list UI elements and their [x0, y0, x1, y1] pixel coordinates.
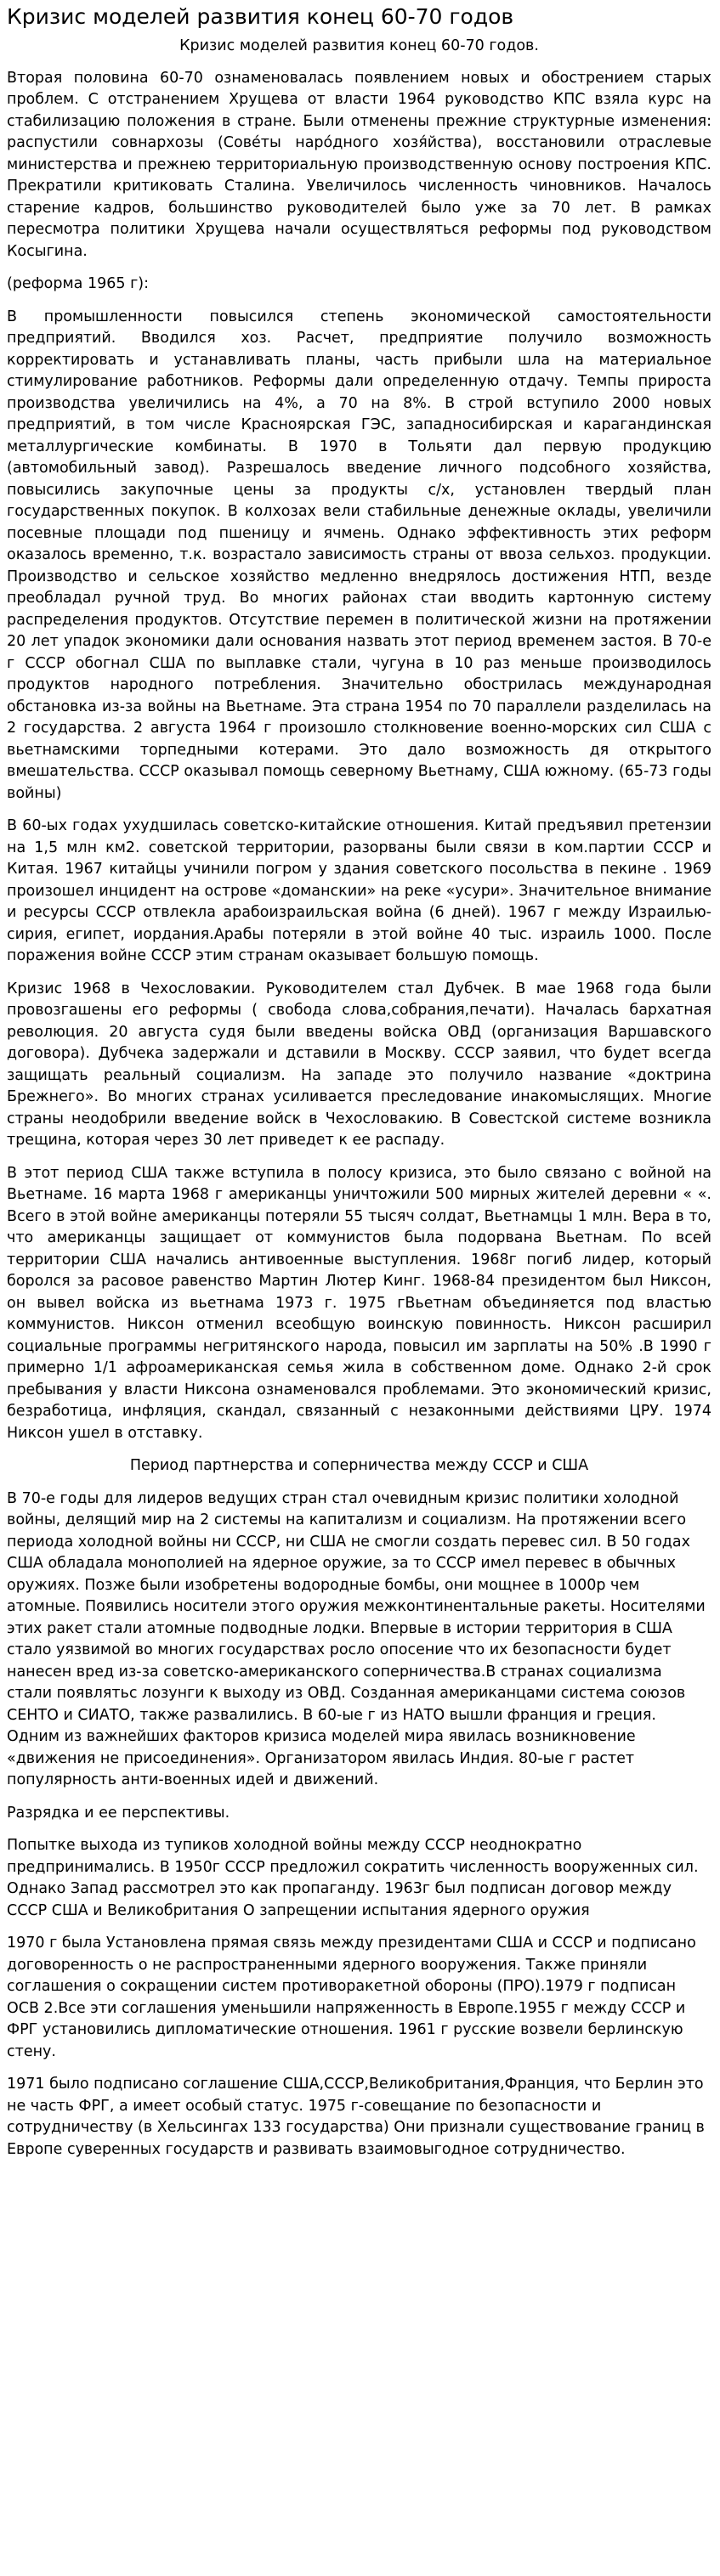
- paragraph-cold-war-crisis: В 70-е годы для лидеров ведущих стран стал очевидным кризис политики холодной войны, делящий мир на 2 системы на капитализм и социализм. На протяжении всего периода холодной войны ни СССР, ни США не смогли создать перевес сил. В 50 годах США обладала монополией на ядерное оружие, за то СССР имел перевес в обычных оружиях. Позже были изобретены водородные бомбы, они мощнее в 1000р чем атомные. Появились носители этого оружия межконтинентальные ракеты. Носителями этих ракет стали атомные подводные лодки. Впервые в истории территория в США стало уязвимой во многих государствах росло опосение что их безопасности будет нанесен вред из-за советско-американского соперничества.В странах социализма стали появлятьс лозунги к выходу из ОВД. Созданная американцами система союзов СЕНТО и СИАТО, также развалились. В 60-ые г из НАТО вышли франция и греция. Одним из важнейших факторов кризиса моделей мира явилась возникновение «движения не присоединения». Организатором явилась Индия. 80-ые г растет популярность анти-военных идей и движений.: [7, 1489, 706, 1788]
- article-subtitle: Кризис моделей развития конец 60-70 годов.: [179, 37, 539, 54]
- paragraph-usa-crisis: В этот период США также вступила в полосу кризиса, это было связано с войной на Вьетнаме. 16 марта 1968 г американцы уничтожили 500 мирных жителей деревни « «. Всего в этой войне американцы потеряли 55 тысяч солдат, Вьетнамцы 1 млн. Вера в то, что американцы защищает от коммунистов была подорвана Вьетнам. По всей территории США начались антивоенные выступления. 1968г погиб лидер, который боролся за расовое равенство Мартин Лютер Кинг. 1968-84 президентом был Никсон, он вывел войска из вьетнама 1973 г. 1975 гВьетнам объединяется под властью коммунистов. Никсон отменил всеобщую воинскую повинность. Никсон расширил социальные программы негритянского народа, повысил им зарплаты на 50% .В 1990 г примерно 1/1 афроамериканская семья жила в собственном доме. Однако 2-й срок пребывания у власти Никсона ознаменовался проблемами. Это экономический кризис, безработица, инфляция, скандал, связанный с незаконными действиями ЦРУ. 1974 Никсон ушел в отставку.: [7, 1164, 711, 1442]
- paragraph-1970-agreements: 1970 г была Установлена прямая связь между президентами США и СССР и подписано договоренность о не распространенными ядерного вооружения. Также приняли соглашения о сокращении систем противоракетной обороны (ПРО).1979 г подписан ОСВ 2.Все эти соглашения уменьшили напряженность в Европе.1955 г между СССР и ФРГ установились дипломатические отношения. 1961 г русские возвели берлинскую стену.: [7, 1935, 696, 2060]
- page-title: Кризис моделей развития конец 60-70 годов: [7, 4, 514, 29]
- paragraph-reform-label: (реформа 1965 г):: [7, 275, 149, 292]
- paragraph-reform-details: В промышленности повысился степень экономической самостоятельности предприятий. Вводился хоз. Расчет, предприятие получило возможность корректировать и устанавливать планы, часть прибыли шла на материальное стимулирование работников. Реформы дали определенную отдачу. Темпы прироста производства увеличились на 4%, а 70 на 8%. В строй вступило 2000 новых предприятий, в том числе Красноярская ГЭС, западносибирская и карагандинская металлургические комбинаты. В 1970 в Тольяти дал первую продукцию (автомобильный завод). Разрешалось введение личного подсобного хозяйства, повысились закупочные цены за продукты с/х, установлен твердый план государственных покупок. В колхозах вели стабильные денежные оклады, увеличили посевные площади под пшеницу и ячмень. Однако эффективность этих реформ оказалось временно, т.к. возрастало зависимость страны от ввоза сельхоз. продукции. Производство и сельское хозяйство медленно внедрялось достижения НТП, везде преобладал ручной труд. Во многих районах стаи вводить картонную систему распределения продуктов. Отсутствие перемен в политической жизни на протяжении 20 лет упадок экономики дали основания назвать этот период временем застоя. В 70-е г СССР обогнал США по выплавке стали, чугуна в 10 раз меньше производилось продуктов народного потребления. Значительно обострилась международная обстановка из-за войны на Вьетнаме. Эта страна 1954 по 70 параллели разделилась на 2 государства. 2 августа 1964 г произошло столкновение военно-морских сил США с вьетнамскими торпедными котерами. Это дало возможность дя открытого вмешательства. СССР оказывал помощь северному Вьетнаму, США южному. (65-73 годы войны): [7, 308, 711, 802]
- paragraph-1971-berlin: 1971 было подписано соглашение США,СССР,Великобритания,Франция, что Берлин это не часть ФРГ, а имеет особый статус. 1975 г-совещание по безопасности и сотрудничеству (в Хельсингах 133 государства) Они признали существование границ в Европе суверенных государств и развивать взаимовыгодное сотрудничество.: [7, 2076, 705, 2158]
- section-heading-partnership: Период партнерства и соперничества между СССР и США: [129, 1457, 589, 1474]
- section-heading-detente: Разрядка и ее перспективы.: [7, 1804, 230, 1822]
- paragraph-soviet-china: В 60-ых годах ухудшилась советско-китайские отношения. Китай предъявил претензии на 1,5 млн км2. советской территории, разорваны были связи в ком.партии СССР и Китая. 1967 китайцы учинили погром у здания советского посольства в пекине . 1969 произошел инцидент на острове «доманскии» на реке «усури». Значительное внимание и ресурсы СССР отвлекла арабоизраильская война (6 дней). 1967 г между Израилью- сирия, египет, иордания.Арабы потеряли в этой войне 40 тыс. израиль 1000. После поражения войне СССР этим странам оказывает большую помощь.: [7, 817, 711, 964]
- paragraph-detente-attempts: Попытке выхода из тупиков холодной войны между СССР неоднократно предпринимались. В 1950г СССР предложил сократить численность вооруженных сил. Однако Запад рассмотрел это как пропаганду. 1963г был подписан договор между СССР США и Великобритания О запрещении испытания ядерного оружия: [7, 1837, 699, 1919]
- article: [0, 3, 720, 2185]
- paragraph-czechoslovakia: Кризис 1968 в Чехословакии. Руководителем стал Дубчек. В мае 1968 года были провозгашены его реформы ( свобода слова,собрания,печати). Началась бархатная революция. 20 августа судя были введены войска ОВД (организация Варшавского договора). Дубчека задержали и дставили в Москву. СССР заявил, что будет всегда защищать реальный социализм. На западе это получило название «доктрина Брежнего». Во многих странах усиливается преследование инакомыслящих. Многие страны неодобрили введение войск в Чехословакию. В Совестской системе возникла трещина, которая через 30 лет приведет к ее распаду.: [7, 980, 711, 1149]
- paragraph-intro: Вторая половина 60-70 ознаменовалась появлением новых и обострением старых проблем. С отстранением Хрущева от власти 1964 руководство КПС взяла курс на стабилизацию положения в стране. Были отменены прежние структурные изменения: распустили совнархозы (Сове́ты наро́дного хозя́йства), восстановили отраслевые министерства и прежнею территориальную производственную основу построения КПС. Прекратили критиковать Сталина. Увеличилось численность чиновников. Началось старение кадров, большинство руководителей было уже за 70 лет. В рамках пересмотра политики Хрущева начали осуществляться реформы под руководством Косыгина.: [7, 69, 711, 260]
